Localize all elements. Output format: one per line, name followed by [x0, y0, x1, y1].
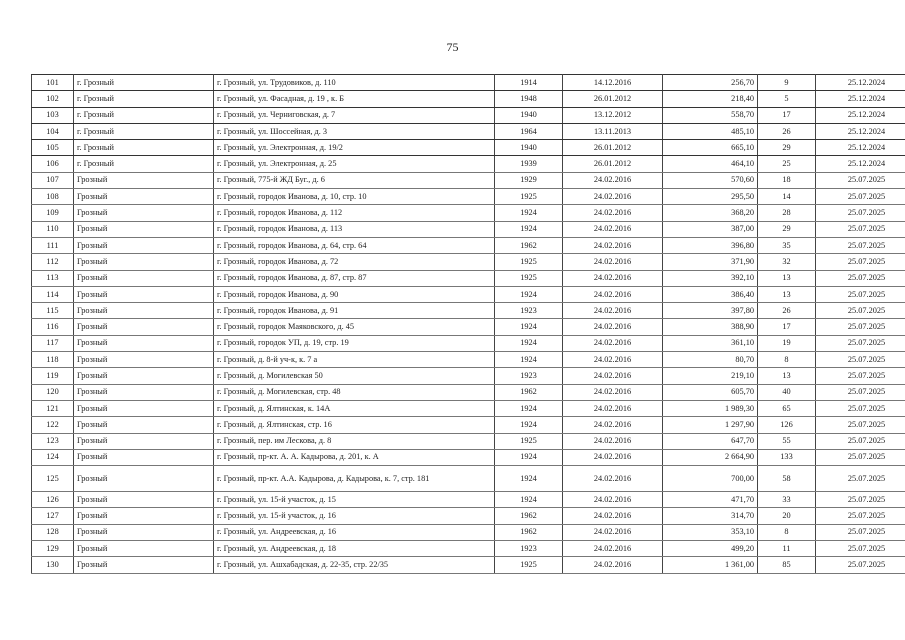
deadline-date-cell: 25.07.2025 — [816, 286, 905, 302]
address-cell: г. Грозный, ул. Трудовиков, д. 110 — [214, 75, 495, 91]
survey-date-cell: 24.02.2016 — [563, 270, 663, 286]
row-number: 129 — [32, 541, 74, 557]
year-cell: 1929 — [495, 172, 563, 188]
address-cell: г. Грозный, городок Иванова, д. 10, стр. 10 — [214, 189, 495, 205]
area-cell: 256,70 — [663, 75, 758, 91]
city-cell: Грозный — [74, 319, 214, 335]
year-cell: 1924 — [495, 400, 563, 416]
deadline-date-cell: 25.07.2025 — [816, 433, 905, 449]
address-cell: г. Грозный, ул. 15-й участок, д. 15 — [214, 492, 495, 508]
year-cell: 1925 — [495, 557, 563, 573]
residents-count-cell: 85 — [758, 557, 816, 573]
deadline-date-cell: 25.07.2025 — [816, 189, 905, 205]
row-number: 119 — [32, 368, 74, 384]
deadline-date-cell: 25.07.2025 — [816, 254, 905, 270]
row-number: 103 — [32, 107, 74, 123]
residents-count-cell: 29 — [758, 140, 816, 156]
city-cell: Грозный — [74, 449, 214, 465]
residents-count-cell: 17 — [758, 107, 816, 123]
deadline-date-cell: 25.07.2025 — [816, 303, 905, 319]
address-cell: г. Грозный, городок Маяковского, д. 45 — [214, 319, 495, 335]
deadline-date-cell: 25.12.2024 — [816, 75, 905, 91]
address-cell: г. Грозный, ул. Электронная, д. 25 — [214, 156, 495, 172]
city-cell: г. Грозный — [74, 156, 214, 172]
survey-date-cell: 24.02.2016 — [563, 524, 663, 540]
survey-date-cell: 24.02.2016 — [563, 433, 663, 449]
area-cell: 2 664,90 — [663, 449, 758, 465]
address-cell: г. Грозный, ул. Черниговская, д. 7 — [214, 107, 495, 123]
row-number: 116 — [32, 319, 74, 335]
table-row — [32, 335, 905, 351]
survey-date-cell: 24.02.2016 — [563, 400, 663, 416]
table-row — [32, 492, 905, 508]
row-number: 130 — [32, 557, 74, 573]
city-cell: Грозный — [74, 221, 214, 237]
table-row — [32, 433, 905, 449]
survey-date-cell: 24.02.2016 — [563, 172, 663, 188]
residents-count-cell: 20 — [758, 508, 816, 524]
city-cell: г. Грозный — [74, 107, 214, 123]
area-cell: 386,40 — [663, 286, 758, 302]
survey-date-cell: 24.02.2016 — [563, 541, 663, 557]
city-cell: Грозный — [74, 205, 214, 221]
survey-date-cell: 24.02.2016 — [563, 417, 663, 433]
area-cell: 1 361,00 — [663, 557, 758, 573]
deadline-date-cell: 25.07.2025 — [816, 492, 905, 508]
city-cell: Грозный — [74, 492, 214, 508]
table-row — [32, 189, 905, 205]
residents-count-cell: 8 — [758, 352, 816, 368]
city-cell: Грозный — [74, 286, 214, 302]
survey-date-cell: 26.01.2012 — [563, 91, 663, 107]
area-cell: 396,80 — [663, 237, 758, 253]
registry-body — [32, 75, 905, 574]
address-cell: г. Грозный, городок Иванова, д. 87, стр. 87 — [214, 270, 495, 286]
year-cell: 1924 — [495, 335, 563, 351]
survey-date-cell: 24.02.2016 — [563, 557, 663, 573]
residents-count-cell: 26 — [758, 123, 816, 139]
residents-count-cell: 8 — [758, 524, 816, 540]
address-cell: г. Грозный, пр-кт. А.А. Кадырова, д. Кадырова, к. 7, стр. 181 — [214, 466, 495, 492]
deadline-date-cell: 25.12.2024 — [816, 91, 905, 107]
deadline-date-cell: 25.12.2024 — [816, 107, 905, 123]
survey-date-cell: 24.02.2016 — [563, 384, 663, 400]
row-number: 102 — [32, 91, 74, 107]
deadline-date-cell: 25.07.2025 — [816, 221, 905, 237]
residents-count-cell: 32 — [758, 254, 816, 270]
row-number: 120 — [32, 384, 74, 400]
year-cell: 1962 — [495, 524, 563, 540]
table-row — [32, 384, 905, 400]
row-number: 109 — [32, 205, 74, 221]
year-cell: 1923 — [495, 541, 563, 557]
table-row — [32, 319, 905, 335]
deadline-date-cell: 25.07.2025 — [816, 557, 905, 573]
row-number: 122 — [32, 417, 74, 433]
area-cell: 353,10 — [663, 524, 758, 540]
survey-date-cell: 13.12.2012 — [563, 107, 663, 123]
survey-date-cell: 24.02.2016 — [563, 319, 663, 335]
table-row — [32, 417, 905, 433]
residents-count-cell: 55 — [758, 433, 816, 449]
address-cell: г. Грозный, д. 8-й уч-к, к. 7 а — [214, 352, 495, 368]
address-cell: г. Грозный, ул. Андреевская, д. 18 — [214, 541, 495, 557]
residents-count-cell: 13 — [758, 270, 816, 286]
table-row — [32, 541, 905, 557]
area-cell: 368,20 — [663, 205, 758, 221]
year-cell: 1940 — [495, 107, 563, 123]
table-row — [32, 254, 905, 270]
area-cell: 499,20 — [663, 541, 758, 557]
row-number: 118 — [32, 352, 74, 368]
deadline-date-cell: 25.12.2024 — [816, 123, 905, 139]
address-cell: г. Грозный, городок Иванова, д. 91 — [214, 303, 495, 319]
residents-count-cell: 14 — [758, 189, 816, 205]
address-cell: г. Грозный, ул. Фасадная, д. 19 , к. Б — [214, 91, 495, 107]
table-row — [32, 107, 905, 123]
year-cell: 1948 — [495, 91, 563, 107]
deadline-date-cell: 25.07.2025 — [816, 541, 905, 557]
city-cell: Грозный — [74, 368, 214, 384]
year-cell: 1924 — [495, 319, 563, 335]
area-cell: 371,90 — [663, 254, 758, 270]
deadline-date-cell: 25.12.2024 — [816, 156, 905, 172]
area-cell: 647,70 — [663, 433, 758, 449]
area-cell: 397,80 — [663, 303, 758, 319]
year-cell: 1924 — [495, 417, 563, 433]
year-cell: 1940 — [495, 140, 563, 156]
table-row — [32, 449, 905, 465]
city-cell: Грозный — [74, 541, 214, 557]
deadline-date-cell: 25.07.2025 — [816, 466, 905, 492]
table-row — [32, 123, 905, 139]
year-cell: 1923 — [495, 368, 563, 384]
residents-count-cell: 11 — [758, 541, 816, 557]
deadline-date-cell: 25.07.2025 — [816, 524, 905, 540]
area-cell: 1 989,30 — [663, 400, 758, 416]
address-cell: г. Грозный, городок Иванова, д. 112 — [214, 205, 495, 221]
year-cell: 1925 — [495, 270, 563, 286]
city-cell: г. Грозный — [74, 91, 214, 107]
row-number: 112 — [32, 254, 74, 270]
address-cell: г. Грозный, пер. им Лескова, д. 8 — [214, 433, 495, 449]
city-cell: Грозный — [74, 335, 214, 351]
table-row — [32, 352, 905, 368]
deadline-date-cell: 25.07.2025 — [816, 400, 905, 416]
residents-count-cell: 28 — [758, 205, 816, 221]
survey-date-cell: 24.02.2016 — [563, 205, 663, 221]
year-cell: 1925 — [495, 189, 563, 205]
address-cell: г. Грозный, городок УП, д. 19, стр. 19 — [214, 335, 495, 351]
area-cell: 387,00 — [663, 221, 758, 237]
area-cell: 219,10 — [663, 368, 758, 384]
year-cell: 1924 — [495, 221, 563, 237]
deadline-date-cell: 25.12.2024 — [816, 140, 905, 156]
address-cell: г. Грозный, пр-кт. А. А. Кадырова, д. 201, к. А — [214, 449, 495, 465]
city-cell: Грозный — [74, 189, 214, 205]
address-cell: г. Грозный, ул. Шоссейная, д. 3 — [214, 123, 495, 139]
residents-count-cell: 126 — [758, 417, 816, 433]
table-row — [32, 221, 905, 237]
area-cell: 471,70 — [663, 492, 758, 508]
area-cell: 700,00 — [663, 466, 758, 492]
table-row — [32, 303, 905, 319]
city-cell: Грозный — [74, 557, 214, 573]
city-cell: Грозный — [74, 352, 214, 368]
survey-date-cell: 24.02.2016 — [563, 286, 663, 302]
city-cell: Грозный — [74, 400, 214, 416]
area-cell: 464,10 — [663, 156, 758, 172]
area-cell: 485,10 — [663, 123, 758, 139]
address-cell: г. Грозный, городок Иванова, д. 72 — [214, 254, 495, 270]
survey-date-cell: 24.02.2016 — [563, 189, 663, 205]
area-cell: 665,10 — [663, 140, 758, 156]
deadline-date-cell: 25.07.2025 — [816, 368, 905, 384]
table-row — [32, 140, 905, 156]
housing-registry-table — [31, 74, 905, 574]
table-row — [32, 524, 905, 540]
deadline-date-cell: 25.07.2025 — [816, 270, 905, 286]
city-cell: Грозный — [74, 303, 214, 319]
residents-count-cell: 13 — [758, 368, 816, 384]
row-number: 105 — [32, 140, 74, 156]
survey-date-cell: 13.11.2013 — [563, 123, 663, 139]
survey-date-cell: 24.02.2016 — [563, 449, 663, 465]
residents-count-cell: 25 — [758, 156, 816, 172]
address-cell: г. Грозный, 775-й ЖД Буг., д. 6 — [214, 172, 495, 188]
row-number: 106 — [32, 156, 74, 172]
address-cell: г. Грозный, ул. Андреевская, д. 16 — [214, 524, 495, 540]
residents-count-cell: 58 — [758, 466, 816, 492]
deadline-date-cell: 25.07.2025 — [816, 319, 905, 335]
row-number: 114 — [32, 286, 74, 302]
area-cell: 218,40 — [663, 91, 758, 107]
address-cell: г. Грозный, городок Иванова, д. 113 — [214, 221, 495, 237]
survey-date-cell: 24.02.2016 — [563, 335, 663, 351]
row-number: 104 — [32, 123, 74, 139]
city-cell: Грозный — [74, 254, 214, 270]
table-row — [32, 400, 905, 416]
deadline-date-cell: 25.07.2025 — [816, 352, 905, 368]
row-number: 126 — [32, 492, 74, 508]
city-cell: г. Грозный — [74, 75, 214, 91]
residents-count-cell: 65 — [758, 400, 816, 416]
table-row — [32, 91, 905, 107]
table-row — [32, 368, 905, 384]
year-cell: 1939 — [495, 156, 563, 172]
year-cell: 1925 — [495, 254, 563, 270]
residents-count-cell: 19 — [758, 335, 816, 351]
year-cell: 1924 — [495, 205, 563, 221]
table-row — [32, 270, 905, 286]
survey-date-cell: 24.02.2016 — [563, 303, 663, 319]
city-cell: г. Грозный — [74, 123, 214, 139]
deadline-date-cell: 25.07.2025 — [816, 335, 905, 351]
city-cell: Грозный — [74, 172, 214, 188]
city-cell: Грозный — [74, 508, 214, 524]
year-cell: 1962 — [495, 508, 563, 524]
table-row — [32, 557, 905, 573]
deadline-date-cell: 25.07.2025 — [816, 237, 905, 253]
row-number: 113 — [32, 270, 74, 286]
survey-date-cell: 24.02.2016 — [563, 508, 663, 524]
area-cell: 392,10 — [663, 270, 758, 286]
row-number: 115 — [32, 303, 74, 319]
residents-count-cell: 5 — [758, 91, 816, 107]
address-cell: г. Грозный, д. Могилевская, стр. 48 — [214, 384, 495, 400]
table-row — [32, 156, 905, 172]
row-number: 117 — [32, 335, 74, 351]
row-number: 101 — [32, 75, 74, 91]
residents-count-cell: 29 — [758, 221, 816, 237]
city-cell: Грозный — [74, 433, 214, 449]
table-row — [32, 508, 905, 524]
residents-count-cell: 35 — [758, 237, 816, 253]
row-number: 128 — [32, 524, 74, 540]
survey-date-cell: 24.02.2016 — [563, 352, 663, 368]
area-cell: 570,60 — [663, 172, 758, 188]
year-cell: 1924 — [495, 286, 563, 302]
city-cell: Грозный — [74, 524, 214, 540]
city-cell: Грозный — [74, 417, 214, 433]
residents-count-cell: 17 — [758, 319, 816, 335]
year-cell: 1914 — [495, 75, 563, 91]
year-cell: 1923 — [495, 303, 563, 319]
row-number: 110 — [32, 221, 74, 237]
survey-date-cell: 24.02.2016 — [563, 221, 663, 237]
table-row — [32, 75, 905, 91]
row-number: 111 — [32, 237, 74, 253]
row-number: 123 — [32, 433, 74, 449]
survey-date-cell: 24.02.2016 — [563, 466, 663, 492]
city-cell: г. Грозный — [74, 140, 214, 156]
survey-date-cell: 26.01.2012 — [563, 156, 663, 172]
survey-date-cell: 24.02.2016 — [563, 368, 663, 384]
row-number: 125 — [32, 466, 74, 492]
address-cell: г. Грозный, ул. Электронная, д. 19/2 — [214, 140, 495, 156]
year-cell: 1964 — [495, 123, 563, 139]
deadline-date-cell: 25.07.2025 — [816, 384, 905, 400]
deadline-date-cell: 25.07.2025 — [816, 172, 905, 188]
survey-date-cell: 26.01.2012 — [563, 140, 663, 156]
residents-count-cell: 133 — [758, 449, 816, 465]
row-number: 121 — [32, 400, 74, 416]
year-cell: 1924 — [495, 449, 563, 465]
deadline-date-cell: 25.07.2025 — [816, 508, 905, 524]
area-cell: 558,70 — [663, 107, 758, 123]
residents-count-cell: 18 — [758, 172, 816, 188]
survey-date-cell: 14.12.2016 — [563, 75, 663, 91]
city-cell: Грозный — [74, 237, 214, 253]
year-cell: 1924 — [495, 492, 563, 508]
city-cell: Грозный — [74, 270, 214, 286]
address-cell: г. Грозный, д. Могилевская 50 — [214, 368, 495, 384]
residents-count-cell: 9 — [758, 75, 816, 91]
year-cell: 1962 — [495, 237, 563, 253]
address-cell: г. Грозный, д. Ялтинская, стр. 16 — [214, 417, 495, 433]
row-number: 127 — [32, 508, 74, 524]
year-cell: 1924 — [495, 352, 563, 368]
survey-date-cell: 24.02.2016 — [563, 492, 663, 508]
area-cell: 80,70 — [663, 352, 758, 368]
survey-date-cell: 24.02.2016 — [563, 237, 663, 253]
area-cell: 295,50 — [663, 189, 758, 205]
area-cell: 1 297,90 — [663, 417, 758, 433]
deadline-date-cell: 25.07.2025 — [816, 449, 905, 465]
page-number: 75 — [446, 40, 459, 54]
residents-count-cell: 33 — [758, 492, 816, 508]
table-row — [32, 205, 905, 221]
address-cell: г. Грозный, ул. Ашхабадская, д. 22-35, стр. 22/35 — [214, 557, 495, 573]
row-number: 124 — [32, 449, 74, 465]
area-cell: 314,70 — [663, 508, 758, 524]
year-cell: 1962 — [495, 384, 563, 400]
table-row — [32, 237, 905, 253]
area-cell: 605,70 — [663, 384, 758, 400]
area-cell: 388,90 — [663, 319, 758, 335]
address-cell: г. Грозный, ул. 15-й участок, д. 16 — [214, 508, 495, 524]
residents-count-cell: 40 — [758, 384, 816, 400]
address-cell: г. Грозный, городок Иванова, д. 64, стр. 64 — [214, 237, 495, 253]
survey-date-cell: 24.02.2016 — [563, 254, 663, 270]
year-cell: 1924 — [495, 466, 563, 492]
table-row — [32, 172, 905, 188]
address-cell: г. Грозный, д. Ялтинская, к. 14А — [214, 400, 495, 416]
area-cell: 361,10 — [663, 335, 758, 351]
city-cell: Грозный — [74, 384, 214, 400]
row-number: 108 — [32, 189, 74, 205]
row-number: 107 — [32, 172, 74, 188]
table-row — [32, 466, 905, 492]
residents-count-cell: 26 — [758, 303, 816, 319]
address-cell: г. Грозный, городок Иванова, д. 90 — [214, 286, 495, 302]
year-cell: 1925 — [495, 433, 563, 449]
city-cell: Грозный — [74, 466, 214, 492]
residents-count-cell: 13 — [758, 286, 816, 302]
deadline-date-cell: 25.07.2025 — [816, 417, 905, 433]
deadline-date-cell: 25.07.2025 — [816, 205, 905, 221]
table-row — [32, 286, 905, 302]
